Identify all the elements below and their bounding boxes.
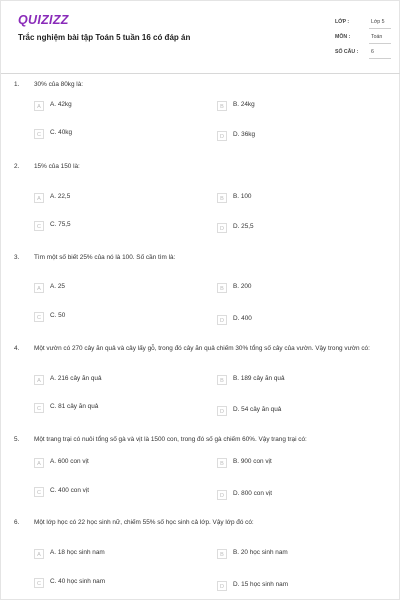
option-text: A. 42kg [50,101,72,108]
option-text: B. 200 [233,283,252,290]
option-text: D. 15 học sinh nam [233,581,289,588]
answer-box[interactable]: A [34,458,44,468]
answer-box[interactable]: B [217,375,227,385]
question-text: 15% của 150 là: [34,163,80,170]
option-text: D. 400 [233,315,252,322]
answer-box[interactable]: B [217,549,227,559]
option-text: C. 40 học sinh nam [50,578,106,585]
question-text: Một vườn có 270 cây ăn quả và cây lấy gỗ, trong đó cây ăn quả chiếm 30% tổng số cây của vườn. Vậy trong vườn có: [34,345,370,352]
option-text: D. 25,5 [233,223,254,230]
option-text: A. 22,5 [50,193,71,200]
page-title: Trắc nghiệm bài tập Toán 5 tuần 16 có đáp án [18,33,191,42]
meta-class-label: LỚP : [335,19,350,25]
answer-box[interactable]: D [217,490,227,500]
option-text: B. 900 con vịt [233,458,272,465]
answer-box[interactable]: B [217,458,227,468]
meta-class [335,15,391,29]
answer-box[interactable]: C [34,312,44,322]
answer-box[interactable]: C [34,487,44,497]
meta-class-value: Lớp 5 [371,19,385,25]
option-text: B. 189 cây ăn quả [233,375,285,382]
option-text: A. 25 [50,283,65,290]
meta-subject-label: MÔN : [335,34,351,40]
option-text: C. 40kg [50,129,73,136]
answer-box[interactable]: D [217,315,227,325]
answer-box[interactable]: D [217,223,227,233]
option-text: C. 400 con vịt [50,487,90,494]
option-text: C. 81 cây ăn quả [50,403,99,410]
answer-box[interactable]: C [34,129,44,139]
meta-count [335,45,391,59]
option-text: C. 50 [50,312,66,319]
answer-box[interactable]: A [34,193,44,203]
option-text: A. 18 học sinh nam [50,549,105,556]
header-divider [1,73,400,74]
answer-box[interactable]: C [34,221,44,231]
quizizz-logo: QUIZIZZ [18,13,69,27]
option-text: B. 100 [233,193,252,200]
question-text: 30% của 80kg là: [34,81,84,88]
meta-subject-value: Toán [371,34,383,40]
meta-subject [335,30,391,44]
answer-box[interactable]: C [34,578,44,588]
question-number: 2. [14,163,20,170]
answer-box[interactable]: B [217,283,227,293]
question-text: Tìm một số biết 25% của nó là 100. Số cần tìm là: [34,254,176,261]
option-text: A. 216 cây ăn quả [50,375,102,382]
answer-box[interactable]: A [34,375,44,385]
question-number: 1. [14,81,20,88]
option-text: C. 75,5 [50,221,71,228]
answer-box[interactable]: A [34,101,44,111]
option-text: B. 24kg [233,101,255,108]
answer-box[interactable]: B [217,101,227,111]
answer-box[interactable]: A [34,549,44,559]
meta-count-label: SỐ CÂU : [335,49,359,55]
option-text: A. 600 con vịt [50,458,89,465]
option-text: D. 800 con vịt [233,490,273,497]
answer-box[interactable]: B [217,193,227,203]
question-number: 6. [14,519,20,526]
question-number: 3. [14,254,20,261]
question-number: 5. [14,436,20,443]
answer-box[interactable]: D [217,131,227,141]
option-text: D. 54 cây ăn quả [233,406,282,413]
option-text: B. 20 học sinh nam [233,549,288,556]
answer-box[interactable]: C [34,403,44,413]
option-text: D. 36kg [233,131,256,138]
question-number: 4. [14,345,20,352]
question-text: Một trang trại có nuôi tổng số gà và vịt là 1500 con, trong đó số gà chiếm 60%. Vậy trang trại có: [34,436,307,443]
answer-box[interactable]: D [217,581,227,591]
answer-box[interactable]: A [34,283,44,293]
meta-count-value: 6 [371,49,374,55]
answer-box[interactable]: D [217,406,227,416]
question-text: Một lớp học có 22 học sinh nữ, chiếm 55% số học sinh cả lớp. Vậy lớp đó có: [34,519,254,526]
